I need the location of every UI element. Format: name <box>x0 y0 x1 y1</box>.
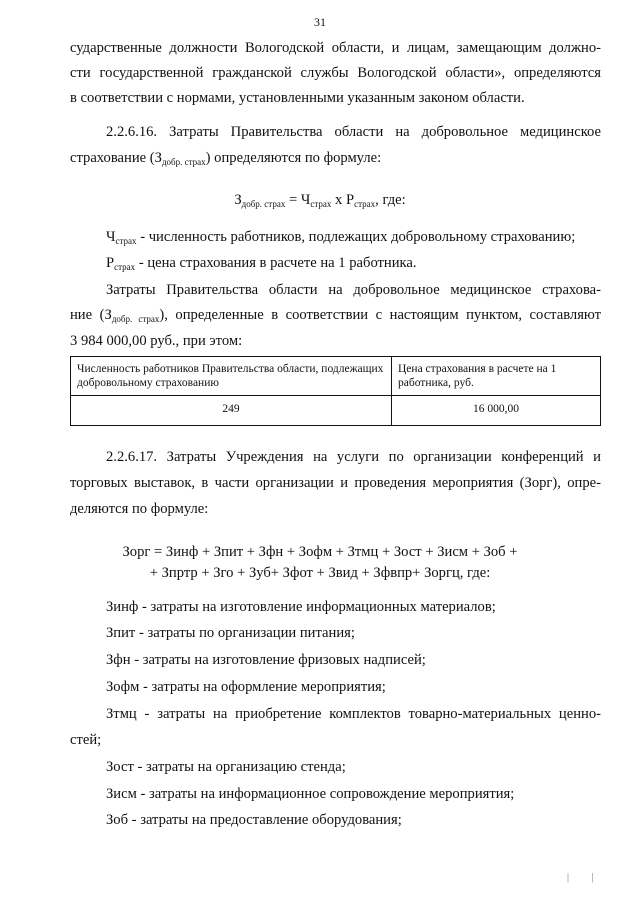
page-number: 31 <box>314 15 326 29</box>
formula-insurance: $З_{добр. страх} = Ч_{страх}$ х $Р_{страх}$, где: <box>234 192 406 209</box>
table-header-row <box>71 357 601 396</box>
definition-ch: $Ч_{страх}$ - численность работников, подлежащих добровольному страхованию; <box>106 229 576 246</box>
intro-line-3: в соответствии с нормами, установленными указанным законом области. <box>70 90 525 106</box>
summary-line-2: ние $(З_{добр. страх})$, определенные в соответствии с настоящим пунктом, составляют <box>70 307 601 324</box>
margin-marks: | | <box>567 872 604 883</box>
definition-item: Зпит - затраты по организации питания; <box>106 625 355 641</box>
intro-line-1: сударственные должности Вологодской области, и лицам, замещающим должно- <box>70 40 601 56</box>
clause-17-line-2: торговых выставок, в части организации и проведения мероприятия (Зорг), опре- <box>70 475 601 491</box>
clause-16-line-2: страхование $(З_{добр. страх})$ определяются по формуле: <box>70 150 382 167</box>
clause-16-line-1: 2.2.6.16. Затраты Правительства области на добровольное медицинское <box>106 124 601 140</box>
definition-item: Зост - затраты на организацию стенда; <box>106 759 346 775</box>
definition-r: $Р_{страх}$ - цена страхования в расчете на 1 работника. <box>106 255 417 272</box>
summary-line-3: 3 984 000,00 руб., при этом: <box>70 333 243 349</box>
definition-item: Зинф - затраты на изготовление информационных материалов; <box>106 599 496 615</box>
clause-17-line-1: 2.2.6.17. Затраты Учреждения на услуги по организации конференций и <box>106 449 601 465</box>
formula-event-line-1: Зорг = Зинф + Зпит + Зфн + Зофм + Зтмц + Зост + Зисм + Зоб + <box>122 544 518 560</box>
definition-item: Зоб - затраты на предоставление оборудования; <box>106 812 402 828</box>
definition-item-tmc-line-2: стей; <box>70 732 102 748</box>
intro-line-2: сти государственной гражданской службы Вологодской области», определяются <box>70 65 601 81</box>
table-cell: 249 <box>71 396 392 426</box>
table-cell: 16 000,00 <box>392 396 601 426</box>
table-row <box>71 396 601 426</box>
formula-event-line-2: + Зпртр + Зго + Зуб+ Зфот + Звид + Зфвпр+ Зоргц, где: <box>149 565 491 581</box>
definition-item: Зфн - затраты на изготовление фризовых надписей; <box>106 652 426 668</box>
summary-line-1: Затраты Правительства области на добровольное медицинское страхова- <box>106 282 601 298</box>
definition-item: Зисм - затраты на информационное сопровождение мероприятия; <box>106 786 515 802</box>
clause-17-line-3: деляются по формуле: <box>70 501 209 517</box>
table-header-cell: Численность работников Правительства области, подлежащих добровольному страхованию <box>71 357 392 396</box>
definition-item-tmc-line-1: Зтмц - затраты на приобретение комплектов товарно-материальных ценно- <box>106 706 601 722</box>
definition-item: Зофм - затраты на оформление мероприятия; <box>106 679 386 695</box>
table-header-cell: Цена страхования в расчете на 1 работника, руб. <box>392 357 601 396</box>
insurance-table <box>70 356 601 426</box>
